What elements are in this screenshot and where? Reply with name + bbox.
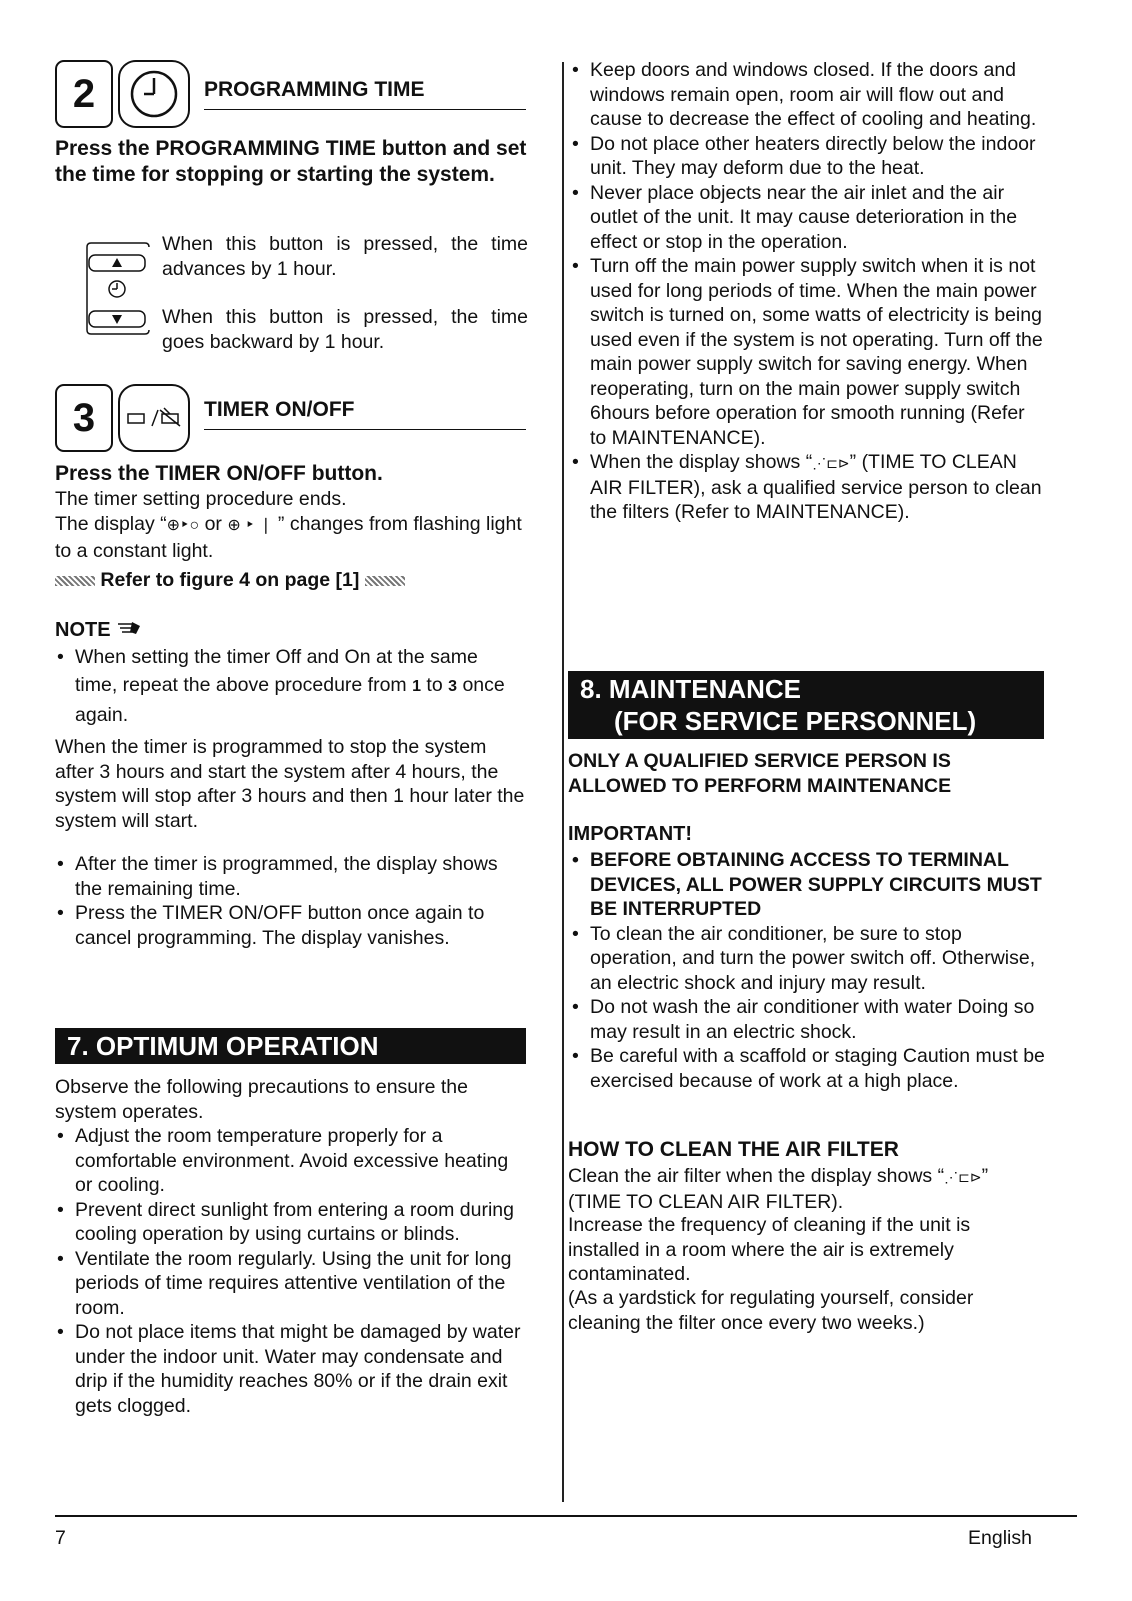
display-prefix: The display “ [55,513,167,535]
step-3-line1: The timer setting procedure ends. [55,488,347,510]
filter-paragraph-2: Increase the frequency of cleaning if the unit is installed in a room where the air is extremely contaminated. [568,1214,971,1285]
section-7-intro: Observe the following precautions to ensure the system operates. [55,1076,468,1123]
display-mid: or [199,513,228,535]
timer-on-off-icon [120,386,188,450]
filter-clean-icon: ⋰⊏⊳ [812,455,850,471]
step-2-number: 2 [55,60,113,128]
timer-bullets [55,852,525,950]
list-item: • To clean the air conditioner, be sure to stop operation, and turn the power switch off. Otherwise, an electric shock and injury may result. [570,922,1045,996]
list-item: • Ventilate the room regularly. Using the unit for long periods of time requires attentive ventilation of the room. [55,1247,525,1321]
note-label: NOTE [55,618,142,643]
list-item: • Do not place items that might be damaged by water under the indoor unit. Water may condensate and drip if the humidity reaches 80% or if the drain exit gets clogged. [55,1320,525,1418]
list-item: • Turn off the main power supply switch when it is not used for long periods of time. When the main power switch is turned on, some watts of electricity is being used even if the system is not operating. Turn off the main power supply switch for saving energy. When reoperating, turn on the main power supply switch 6hours before operation for smooth running (Refer to MAINTENANCE). [570,254,1045,450]
programming-time-button-icon [85,241,151,336]
important-list [570,848,1045,1093]
up-button-description: When this button is pressed, the time advances by 1 hour. [162,233,528,280]
column-divider [562,62,564,1502]
list-item: • After the timer is programmed, the display shows the remaining time. [55,852,525,901]
filter-clean-icon: ⋰⊏⊳ [944,1169,982,1185]
clock-off-symbol-icon: ⊕‣○ [166,517,200,534]
step-2-title: PROGRAMMING TIME [204,78,526,110]
down-button-description: When this button is pressed, the time goes backward by 1 hour. [162,306,528,353]
section-7-banner: 7. OPTIMUM OPERATION [55,1028,526,1064]
step-3-lead: Press the TIMER ON/OFF button. [55,462,383,485]
note-bullet: • When setting the timer Off and On at the same time, repeat the above procedure from 1 to 3 once again. [55,643,525,729]
hatch-left-icon [55,576,95,586]
qualified-warning: ONLY A QUALIFIED SERVICE PERSON IS ALLOWED TO PERFORM MAINTENANCE [568,750,952,797]
list-item: • Be careful with a scaffold or staging Caution must be exercised because of work at a high place. [570,1044,1045,1093]
list-item: • Keep doors and windows closed. If the doors and windows remain open, room air will flow out and cause to decrease the effect of cooling and heating. [570,58,1045,132]
filter-paragraph-3: (As a yardstick for regulating yourself, consider cleaning the filter once every two weeks.) [568,1287,974,1334]
timer-onoff-icon-box [118,384,190,452]
section-8-banner [568,671,1044,739]
list-item: • Do not place other heaters directly below the indoor unit. They may deform due to the heat. [570,132,1045,181]
note-list [55,643,525,729]
step-3-line2 [55,512,535,563]
page-number: 7 [55,1527,66,1549]
section-7-list [55,1124,525,1418]
refer-text: Refer to figure 4 on page [1] [100,569,360,591]
clock-icon [120,62,188,126]
step-3-number: 3 [55,384,113,452]
section-8-line2: (FOR SERVICE PERSONNEL) [614,706,977,736]
refer-line [55,568,535,593]
hatch-right-icon [365,576,405,586]
footer-rule [55,1515,1077,1517]
filter-paragraph-1: Clean the air filter when the display shows “⋰⊏⊳” (TIME TO CLEAN AIR FILTER). [568,1165,989,1213]
list-item: • Press the TIMER ON/OFF button once again to cancel programming. The display vanishes. [55,901,525,950]
timer-example-paragraph: When the timer is programmed to stop the system after 3 hours and start the system after 4 hours, the system will stop after 3 hours and then 1 hour later the system will start. [55,736,525,832]
clock-icon-box [118,60,190,128]
right-top-list [570,58,1045,525]
language-label: English [968,1527,1032,1549]
list-item: • Do not wash the air conditioner with water Doing so may result in an electric shock. [570,995,1045,1044]
step-2-lead: Press the PROGRAMMING TIME button and set the time for stopping or starting the system. [55,137,527,186]
list-item: • Adjust the room temperature properly for a comfortable environment. Avoid excessive heating or cooling. [55,1124,525,1198]
display-suffix: ” changes from flashing light to a constant light. [55,513,522,562]
section-8-line1: 8. MAINTENANCE [580,674,802,704]
important-label: IMPORTANT! [568,823,693,845]
list-item: • When the display shows “⋰⊏⊳” (TIME TO CLEAN AIR FILTER), ask a qualified service person to clean the filters (Refer to MAINTENANCE). [570,450,1045,525]
list-item: • BEFORE OBTAINING ACCESS TO TERMINAL DEVICES, ALL POWER SUPPLY CIRCUITS MUST BE INTERRUPTED [570,848,1045,922]
list-item: • Prevent direct sunlight from entering a room during cooling operation by using curtains or blinds. [55,1198,525,1247]
clock-on-symbol-icon: ⊕ ‣ ❘ [227,517,273,534]
step-3-title: TIMER ON/OFF [204,398,526,430]
filter-heading: HOW TO CLEAN THE AIR FILTER [568,1138,899,1161]
note-hand-icon [116,618,142,636]
list-item: • Never place objects near the air inlet and the air outlet of the unit. It may cause deterioration in the effect or stop in the operation. [570,181,1045,255]
